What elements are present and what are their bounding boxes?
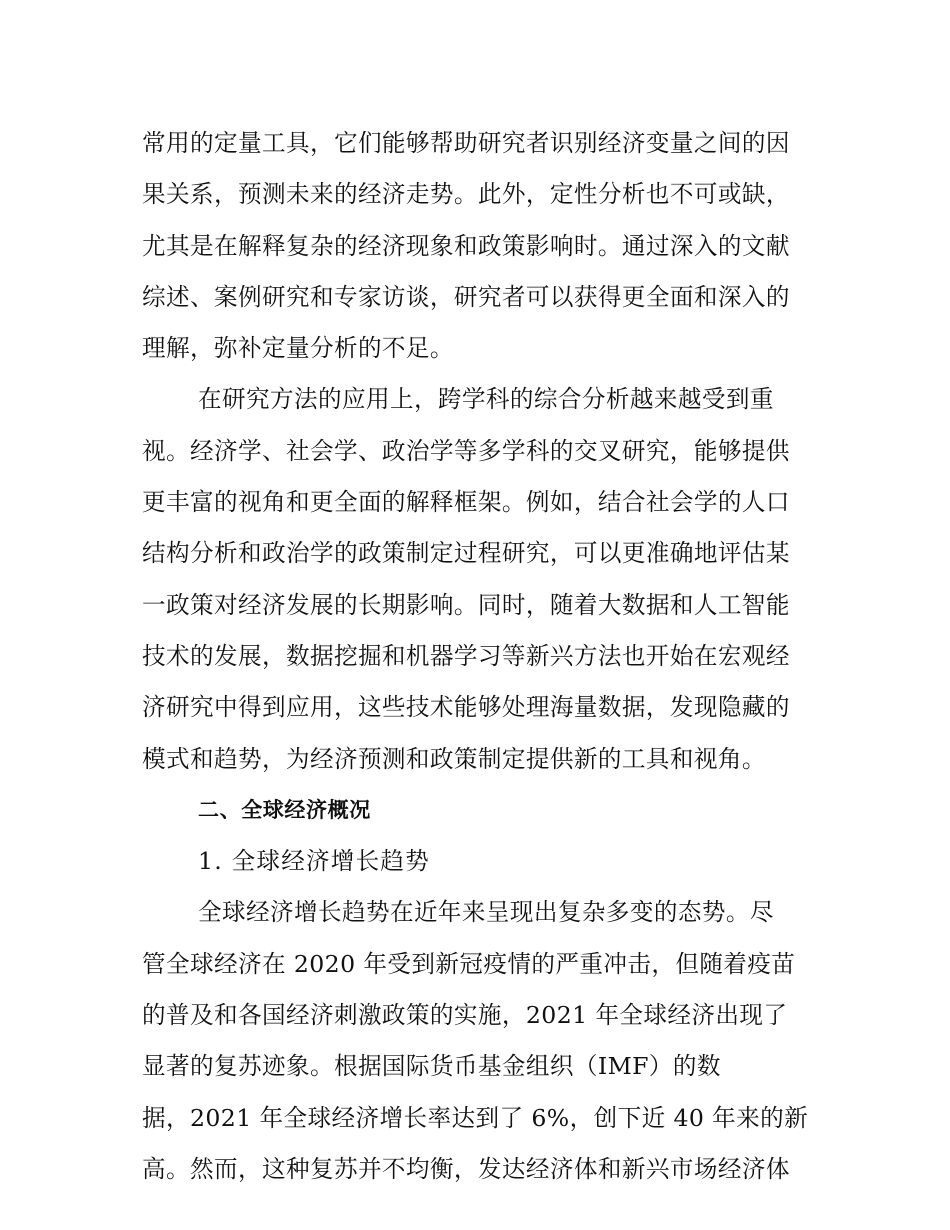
subsection-heading: 1. 全球经济增长趋势 (198, 847, 430, 876)
text-line: 结构分析和政治学的政策制定过程研究，可以更准确地评估某 (142, 539, 790, 568)
text-line: 尤其是在解释复杂的经济现象和政策影响时。通过深入的文献 (142, 231, 790, 260)
text-line: 理解，弥补定量分析的不足。 (142, 334, 454, 363)
text-line: 高。然而，这种复苏并不均衡，发达经济体和新兴市场经济体 (142, 1154, 790, 1183)
text-line: 显著的复苏迹象。根据国际货币基金组织（IMF）的数 (142, 1052, 721, 1081)
text-line: 常用的定量工具，它们能够帮助研究者识别经济变量之间的因 (142, 129, 790, 157)
text-line: 视。经济学、社会学、政治学等多学科的交叉研究，能够提供 (142, 436, 790, 465)
paragraph-quantitative-methods (142, 118, 812, 374)
text-line: 模式和趋势，为经济预测和政策制定提供新的工具和视角。 (142, 744, 766, 773)
paragraph-interdisciplinary (142, 374, 812, 784)
text-line: 更丰富的视角和更全面的解释框架。例如，结合社会学的人口 (142, 488, 790, 517)
paragraph-global-growth (142, 887, 812, 1195)
section-heading: 二、全球经济概况 (198, 797, 371, 822)
text-line: 在研究方法的应用上，跨学科的综合分析越来越受到重 (198, 385, 774, 414)
text-line: 济研究中得到应用，这些技术能够处理海量数据，发现隐藏的 (142, 693, 790, 722)
text-line: 一政策对经济发展的长期影响。同时，随着大数据和人工智能 (142, 590, 790, 619)
text-line: 管全球经济在 2020 年受到新冠疫情的严重冲击，但随着疫苗 (142, 949, 796, 978)
text-line: 果关系，预测未来的经济走势。此外，定性分析也不可或缺， (142, 180, 790, 209)
text-line: 的普及和各国经济刺激政策的实施，2021 年全球经济出现了 (142, 1001, 788, 1030)
document-body (142, 118, 812, 1195)
text-line: 全球经济增长趋势在近年来呈现出复杂多变的态势。尽 (198, 898, 774, 927)
text-line: 技术的发展，数据挖掘和机器学习等新兴方法也开始在宏观经 (142, 641, 790, 670)
text-line: 据，2021 年全球经济增长率达到了 6%，创下近 40 年来的新 (142, 1103, 809, 1132)
text-line: 综述、案例研究和专家访谈，研究者可以获得更全面和深入的 (142, 282, 790, 311)
